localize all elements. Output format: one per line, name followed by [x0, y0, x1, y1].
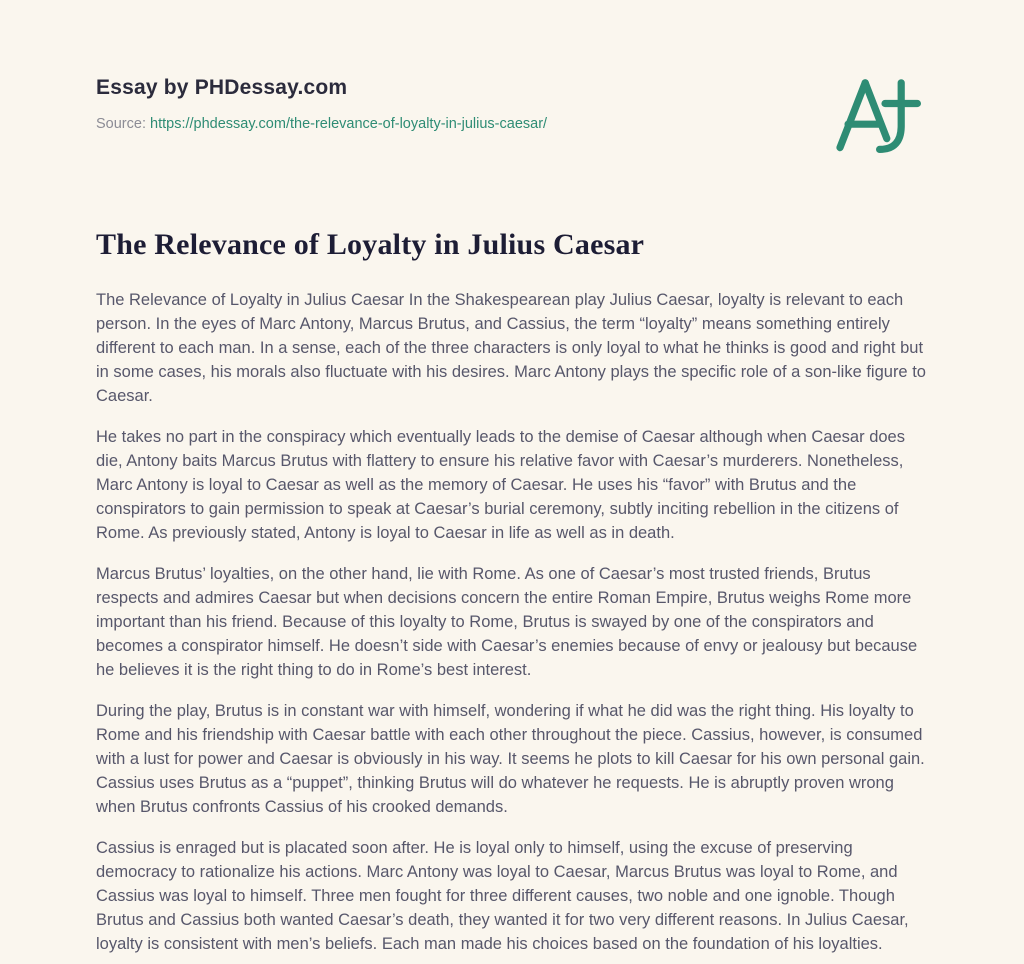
essay-paragraph-1: The Relevance of Loyalty in Julius Caesar In the Shakespearean play Julius Caesar, loyalty is relevant to each person. In the eyes of Marc Antony, Marcus Brutus, and Cassius, the term “loyalty” means something entirely different to each man. In a sense, each of the three characters is only loyal to what he thinks is good and right but in some cases, his morals also fluctuate with his desires. Marc Antony plays the specific role of a son-like figure to Caesar. [96, 291, 926, 405]
source-url-link[interactable]: https://phdessay.com/the-relevance-of-loyalty-in-julius-caesar/ [150, 116, 548, 132]
essay-paragraph-2: He takes no part in the conspiracy which eventually leads to the demise of Caesar although when Caesar does die, Antony baits Marcus Brutus with flattery to ensure his relative favor with Caesar’s murderers. Nonetheless, Marc Antony is loyal to Caesar as well as the memory of Caesar. He uses his “favor” with Brutus and the conspirators to gain permission to speak at Caesar’s burial ceremony, subtly inciting rebellion in the citizens of Rome. As previously stated, Antony is loyal to Caesar in life as well as in death. [96, 428, 905, 542]
source-label: Source: [96, 116, 146, 132]
essay-title: The Relevance of Loyalty in Julius Caesar [96, 228, 645, 261]
essay-paragraph-4: During the play, Brutus is in constant war with himself, wondering if what he did was the right thing. His loyalty to Rome and his friendship with Caesar battle with each other throughout the piece. Cassius, however, is consumed with a lust for power and Caesar is obviously in his way. It seems he plots to kill Caesar for his own personal gain. Cassius uses Brutus as a “puppet”, thinking Brutus will do whatever he requests. He is abruptly proven wrong when Brutus confronts Cassius of his crooked demands. [96, 702, 925, 816]
essay-paragraph-5: Cassius is enraged but is placated soon after. He is loyal only to himself, using the excuse of preserving democracy to rationalize his actions. Marc Antony was loyal to Caesar, Marcus Brutus was loyal to Rome, and Cassius was loyal to himself. Three men fought for three different causes, two noble and one ignoble. Though Brutus and Cassius both wanted Caesar’s death, they wanted it for two very different reasons. In Julius Caesar, loyalty is consistent with men’s beliefs. Each man made his choices based on the foundation of his loyalties. [96, 839, 909, 953]
essay-paragraph-3: Marcus Brutus’ loyalties, on the other hand, lie with Rome. As one of Caesar’s most trusted friends, Brutus respects and admires Caesar but when decisions concern the entire Roman Empire, Brutus weighs Rome more important than his friend. Because of this loyalty to Rome, Brutus is swayed by one of the conspirators and becomes a conspirator himself. He doesn’t side with Caesar’s enemies because of envy or jealousy but because he believes it is the right thing to do in Rome’s best interest. [96, 565, 918, 679]
essay-content [96, 228, 928, 956]
source-line [96, 116, 547, 132]
site-title: Essay by PHDessay.com [96, 76, 348, 99]
phdessay-logo-icon [830, 72, 922, 162]
page-header [96, 76, 928, 162]
essay-body [96, 288, 928, 956]
header-text-block [96, 76, 547, 132]
